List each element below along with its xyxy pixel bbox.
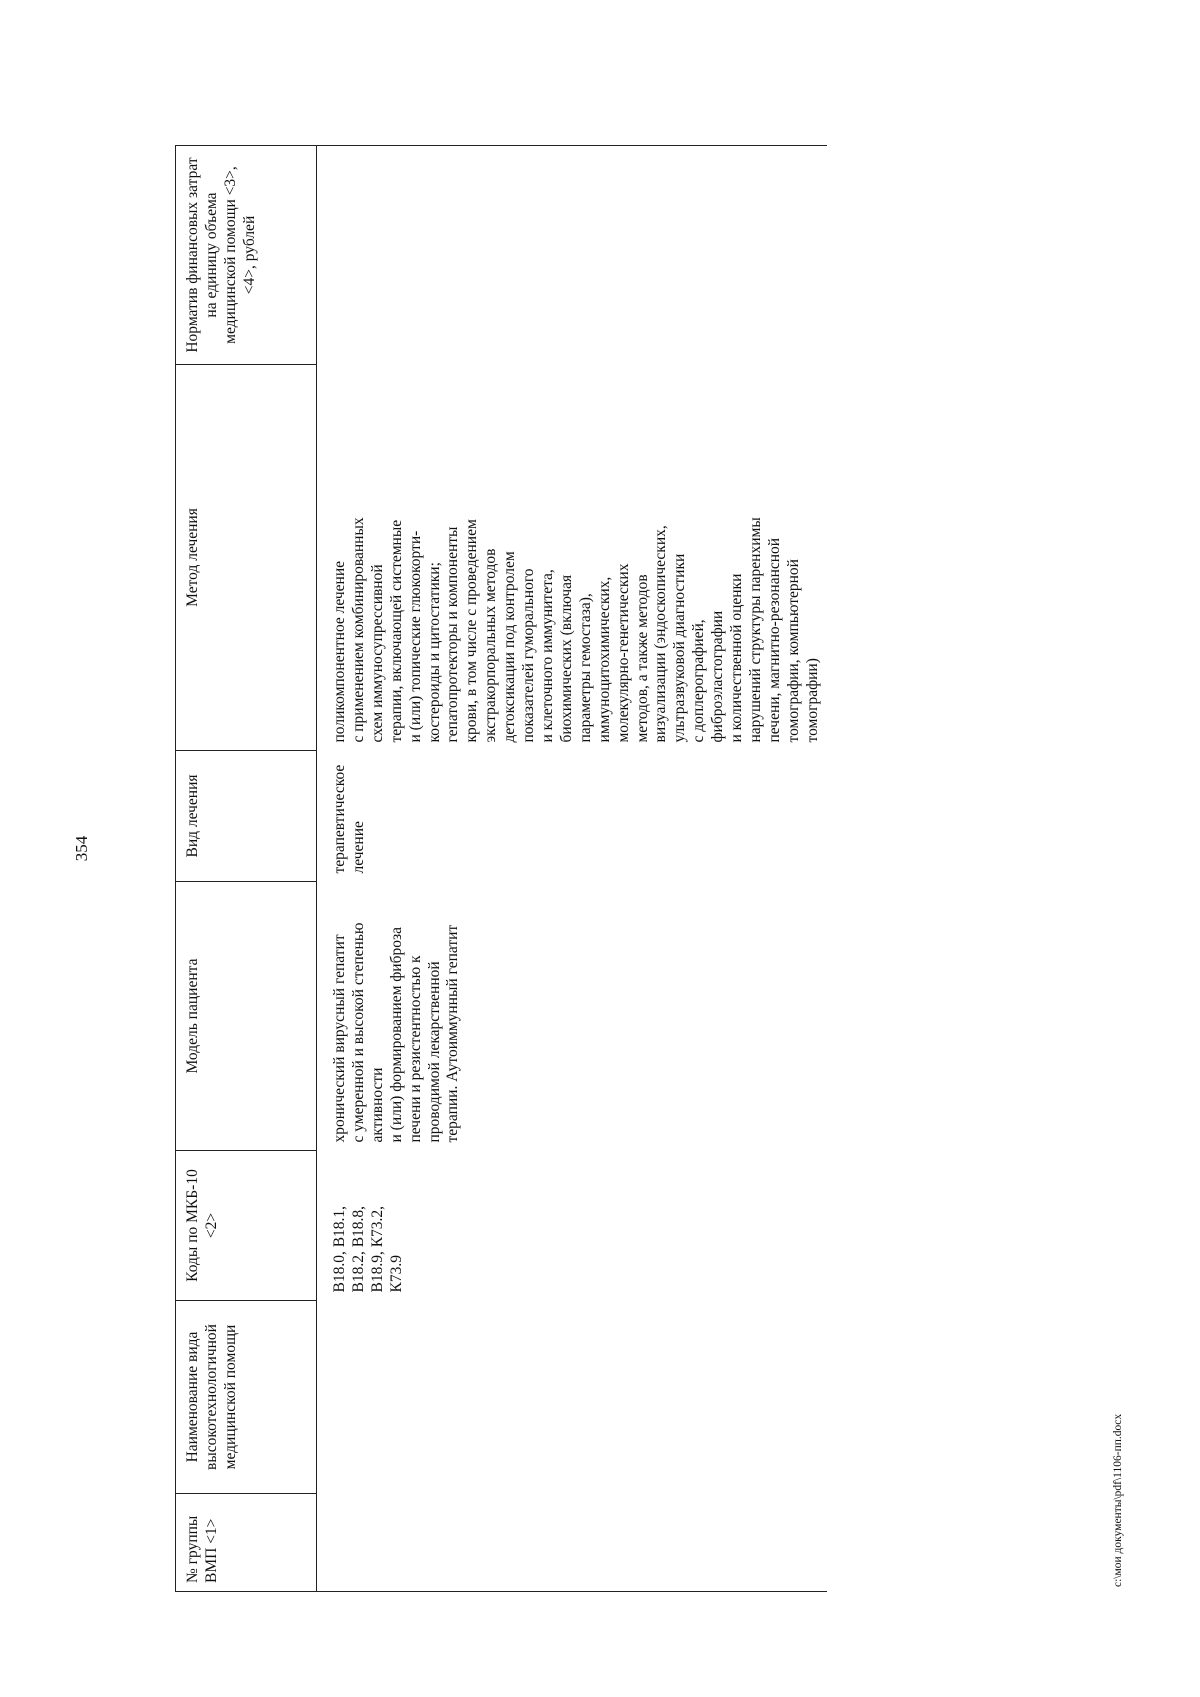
cell-treatment-method: поликомпонентное лечение с применением комбинированных схем иммуносупрессивной терапии, включающей системные и (или) топические глюкокорти- костероиды и цитостатики; гепатопротекторы и компоненты крови, в том числе с проведением экстракорпоральных методов детоксикации под контролем показателей гуморального и клеточного иммунитета, биохимических (включая параметры гемостаза), иммуноцитохимических, молекулярно-генетических методов, а также методов визуализации (эндоскопических, ультразвуковой диагностики с доплерографией, фиброэластографии и количественной оценки нарушений структуры паренхимы печени, магнитно-резонансной томографии, компьютерной томографии) <box>331 517 821 743</box>
cell-patient-model: хронический вирусный гепатит с умеренной и высокой степенью активности и (или) формированием фиброза печени и резистентностью к проводимой лекарственной терапии. Аутоиммунный гепатит <box>331 922 462 1143</box>
cell-group-number <box>317 1494 827 1592</box>
header-treatment-type: Вид лечения <box>176 751 317 882</box>
cell-icd-codes: В18.0, В18.1, В18.2, В18.8, В18.9, К73.2, К73.9 <box>331 1205 405 1293</box>
header-group-number: № группы ВМП <1> <box>176 1494 317 1592</box>
header-patient-model: Модель пациента <box>176 882 317 1151</box>
vmp-table <box>175 145 827 1592</box>
footer-file-path: c:\мои документы\pdf\1106-пп.docx <box>1112 1413 1124 1587</box>
cell-treatment-type: терапевтическое лечение <box>331 764 367 874</box>
page-number: 354 <box>72 835 91 862</box>
header-icd-codes: Коды по МКБ-10 <2> <box>176 1151 317 1301</box>
table-row <box>317 146 827 1592</box>
header-vmp-name: Наименование вида высокотехнологичной медицинской помощи <box>176 1301 317 1494</box>
header-treatment-method: Метод лечения <box>176 365 317 751</box>
table-header-row <box>176 146 317 1592</box>
header-cost-norm: Норматив финансовых затрат на единицу объема медицинской помощи <3>, <4>, рублей <box>176 146 317 365</box>
cell-vmp-name <box>317 1301 827 1494</box>
cell-cost-norm <box>317 146 827 365</box>
